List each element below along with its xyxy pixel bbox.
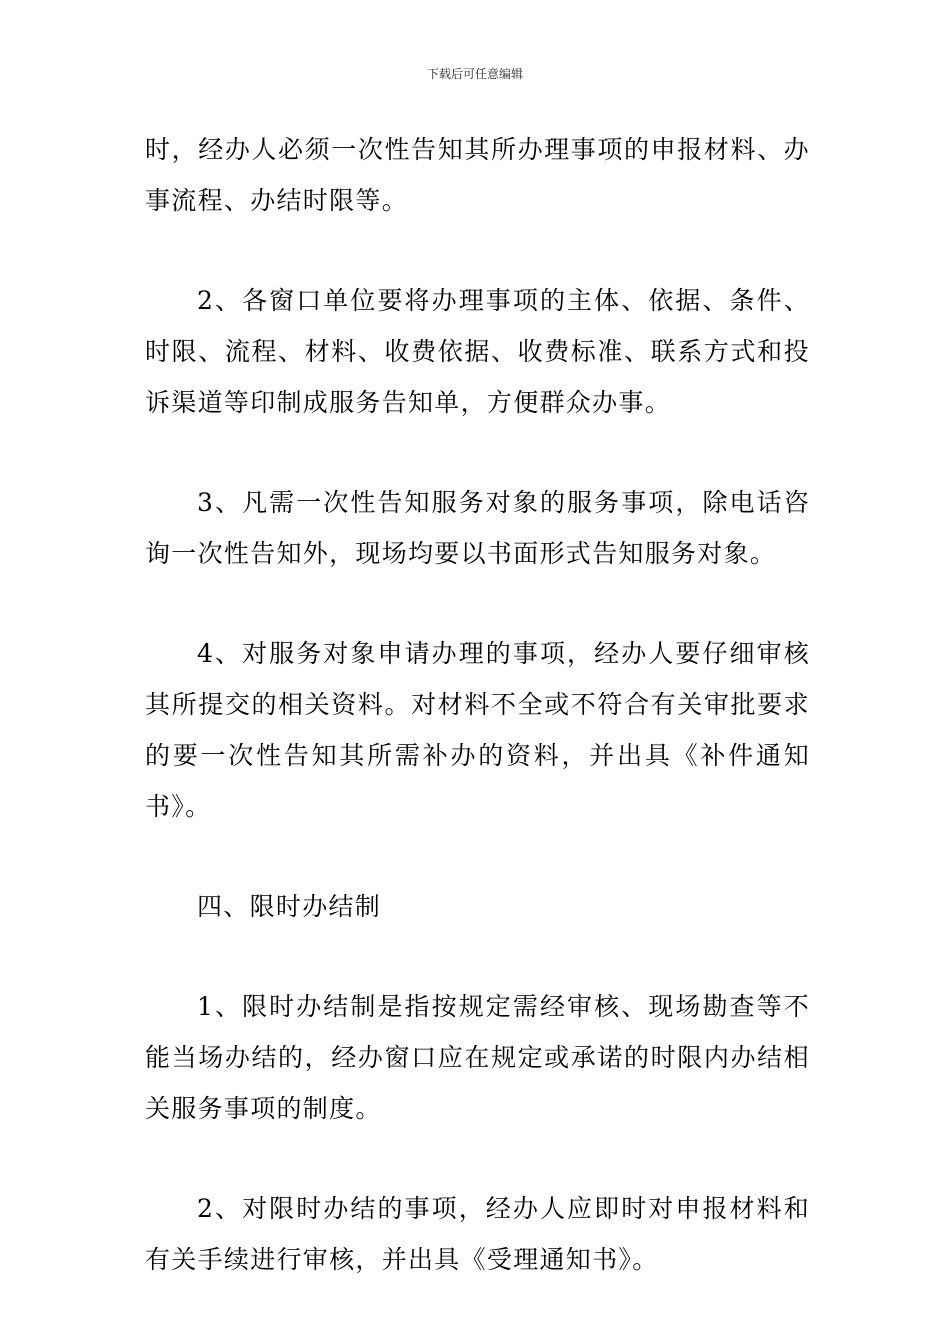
paragraph-item-2: 2、各窗口单位要将办理事项的主体、依据、条件、时限、流程、材料、收费依据、收费标准、联系方式和投诉渠道等印制成服务告知单，方便群众办事。 <box>145 286 810 417</box>
paragraph-gap <box>145 226 810 275</box>
section-heading: 四、限时办结制 <box>197 892 382 921</box>
document-body <box>145 124 810 1285</box>
paragraph-gap <box>145 1134 810 1183</box>
paragraph-gap <box>145 832 810 881</box>
paragraph-item-4: 4、对服务对象申请办理的事项，经办人要仔细审核其所提交的相关资料。对材料不全或不符合有关审批要求的要一次性告知其所需补办的资料，并出具《补件通知书》。 <box>145 639 810 821</box>
paragraph-section4-item-1: 1、限时办结制是指按规定需经审核、现场勘查等不能当场办结的，经办窗口应在规定或承诺的时限内办结相关服务事项的制度。 <box>145 992 810 1123</box>
paragraph-gap <box>145 932 810 981</box>
paragraph-section4-item-2: 2、对限时办结的事项，经办人应即时对申报材料和有关手续进行审核，并出具《受理通知书》。 <box>145 1194 810 1274</box>
paragraph-gap <box>145 579 810 628</box>
paragraph-gap <box>145 428 810 477</box>
paragraph-item-3: 3、凡需一次性告知服务对象的服务事项，除电话咨询一次性告知外，现场均要以书面形式告知服务对象。 <box>145 488 810 568</box>
header-note: 下载后可任意编辑 <box>426 67 523 81</box>
paragraph-continuation: 时，经办人必须一次性告知其所办理事项的申报材料、办事流程、办结时限等。 <box>145 135 810 215</box>
